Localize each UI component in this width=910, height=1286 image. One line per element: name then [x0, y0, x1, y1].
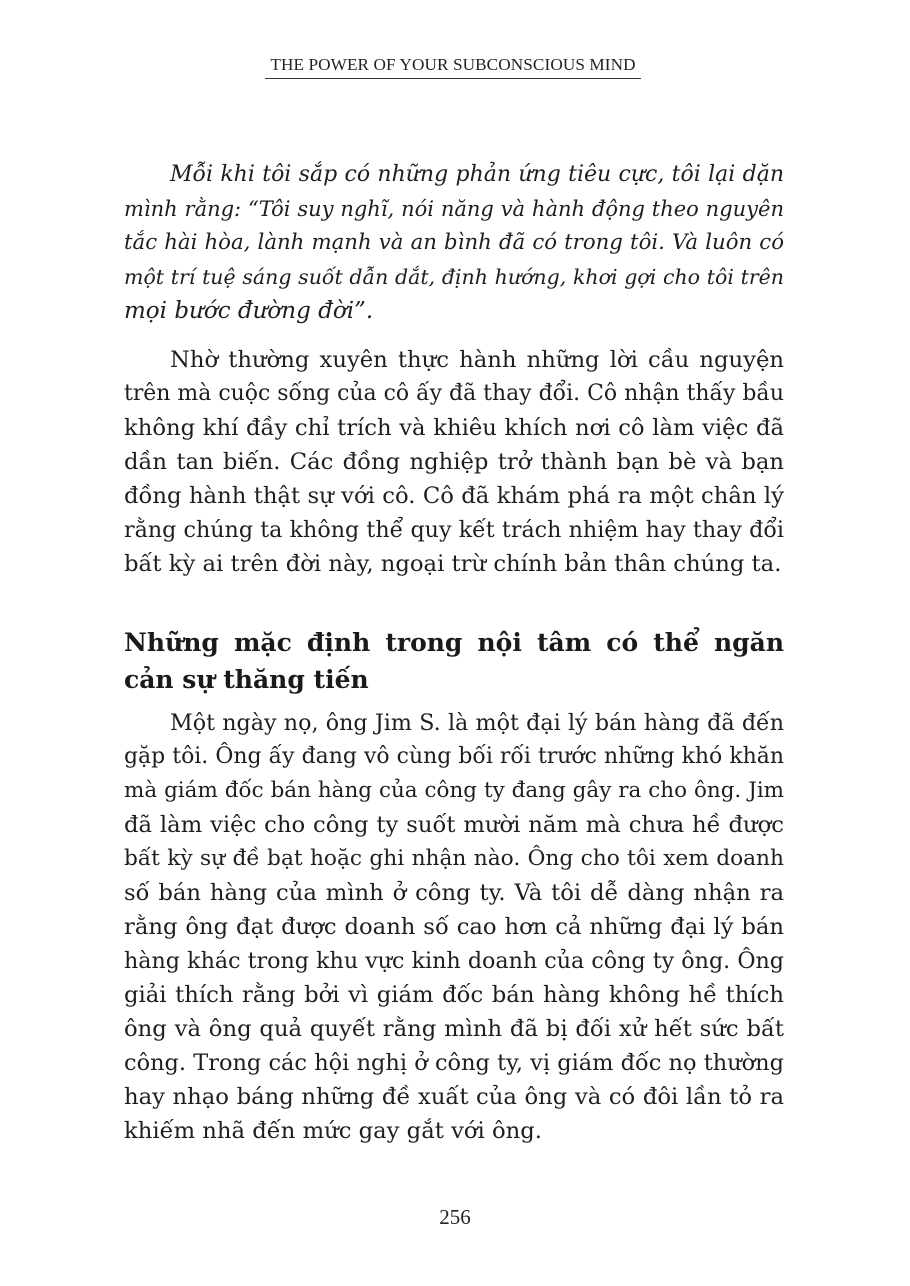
- quote-line: Mỗi khi tôi sắp có những phản ứng tiêu cực, tôi lại dặn: [170, 162, 784, 187]
- header-divider: [265, 78, 641, 79]
- quote-line: tắc hài hòa, lành mạnh và an bình đã có trong tôi. Và luôn có: [124, 230, 784, 255]
- heading-line: cản sự thăng tiến: [124, 665, 369, 694]
- paragraph-line: gặp tôi. Ông ấy đang vô cùng bối rối trước những khó khăn: [124, 744, 784, 769]
- section-heading: [124, 624, 784, 698]
- paragraph-line: đồng hành thật sự với cô. Cô đã khám phá ra một chân lý: [124, 483, 784, 509]
- paragraph-line: hay nhạo báng những đề xuất của ông và có đôi lần tỏ ra: [124, 1084, 784, 1110]
- paragraph-line: bất kỳ ai trên đời này, ngoại trừ chính bản thân chúng ta.: [124, 551, 782, 577]
- body-paragraph: [124, 706, 784, 1148]
- running-header-title: THE POWER OF YOUR SUBCONSCIOUS MIND: [270, 55, 636, 74]
- paragraph-line: không khí đầy chỉ trích và khiêu khích nơi cô làm việc đã: [124, 415, 784, 441]
- paragraph-line: trên mà cuộc sống của cô ấy đã thay đổi. Cô nhận thấy bầu: [124, 381, 784, 406]
- quote-line: một trí tuệ sáng suốt dẫn dắt, định hướng, khơi gợi cho tôi trên: [124, 265, 784, 289]
- paragraph-line: Nhờ thường xuyên thực hành những lời cầu nguyện: [170, 347, 784, 373]
- page-number: 256: [439, 1205, 471, 1229]
- paragraph-line: dần tan biến. Các đồng nghiệp trở thành bạn bè và bạn: [124, 449, 784, 475]
- paragraph-line: rằng chúng ta không thể quy kết trách nhiệm hay thay đổi: [124, 517, 784, 543]
- paragraph-line: công. Trong các hội nghị ở công ty, vị giám đốc nọ thường: [124, 1050, 784, 1076]
- body-paragraph: [124, 343, 784, 581]
- quote-line: mọi bước đường đời”.: [124, 298, 374, 324]
- paragraph-line: hàng khác trong khu vực kinh doanh của công ty ông. Ông: [124, 948, 784, 974]
- paragraph-line: Một ngày nọ, ông Jim S. là một đại lý bán hàng đã đến: [170, 710, 784, 736]
- paragraph-line: khiếm nhã đến mức gay gắt với ông.: [124, 1118, 543, 1144]
- paragraph-line: giải thích rằng bởi vì giám đốc bán hàng không hề thích: [124, 982, 784, 1008]
- paragraph-line: bất kỳ sự đề bạt hoặc ghi nhận nào. Ông cho tôi xem doanh: [124, 846, 784, 871]
- paragraph-line: ông và ông quả quyết rằng mình đã bị đối xử hết sức bất: [124, 1016, 784, 1042]
- quote-paragraph: [124, 158, 784, 328]
- paragraph-line: đã làm việc cho công ty suốt mười năm mà chưa hề được: [124, 812, 784, 838]
- quote-line: mình rằng: “Tôi suy nghĩ, nói năng và hành động theo nguyên: [124, 197, 784, 221]
- heading-line: Những mặc định trong nội tâm có thể ngăn: [124, 628, 784, 657]
- paragraph-line: mà giám đốc bán hàng của công ty đang gây ra cho ông. Jim: [124, 778, 784, 803]
- paragraph-line: rằng ông đạt được doanh số cao hơn cả những đại lý bán: [124, 914, 784, 940]
- paragraph-line: số bán hàng của mình ở công ty. Và tôi dễ dàng nhận ra: [124, 880, 784, 906]
